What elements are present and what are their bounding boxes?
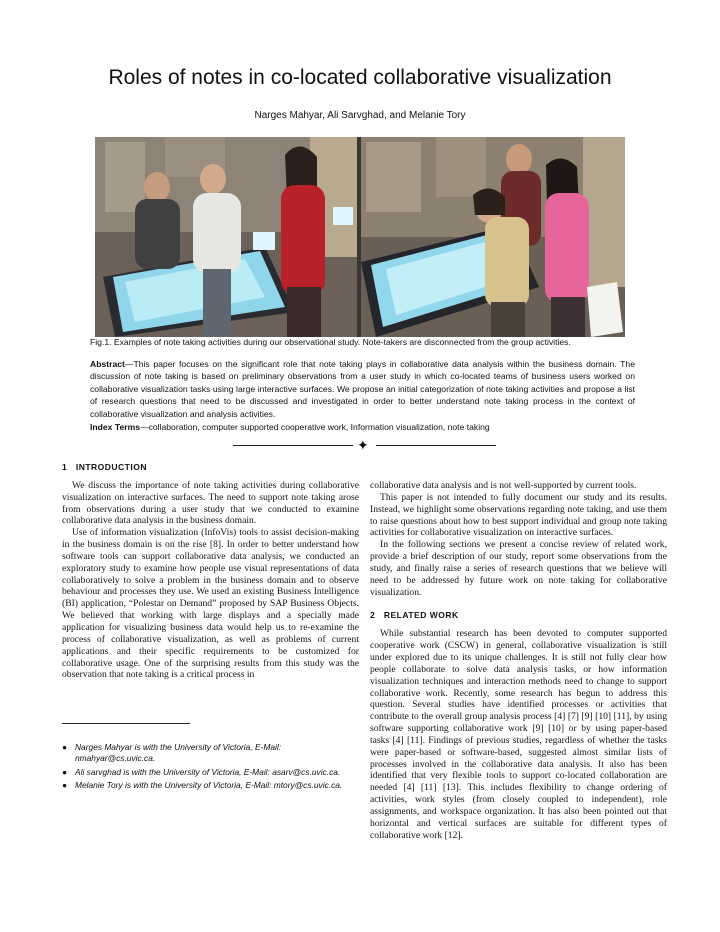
teaser-photo-right-image	[361, 137, 625, 337]
abstract-text: —This paper focuses on the significant role that note taking plays in collaborative data analysis within the business domain. The discussion of note taking is based on preliminary observations from a user study in which co-located teams of business users worked on collaborative visualization tasks using large interactive surfaces. We propose an initial categorization of note taking activities and propose a list of research questions that need to be discussed and investigated in order to better understand note taking process in the context of collaborative visualization and analysis activities.	[90, 359, 635, 419]
related-paragraph-1: While substantial research has been devoted to computer supported cooperative work (CSCW) in general, collaborative visualization is still under explored due to its unique challenges. It is still not fully clear how people collaborate to solve data analysis tasks, or how information visualization techniques and interaction methods need to change to support collaborative work. Recently, some research has begun to address this question. Several studies have identified processes or activities that contribute to the overall group analysis process [4] [7] [9] [10] [11], by using software supporting collaborative work [9] [10] or by using paper-based tasks [4] [11]. Findings of previous studies, regardless of whether the tasks were paper-based or software-based, suggested almost similar lists of processes involved in the collaborative data analysis. It also has been identified that very flexible tools to support co-located collaboration are needed [4] [11] [13]. This includes flexibility to change ordering of activities, work styles (from closely coupled to independent), role assignments, and workspace organization. It has also been pointed out that horizontal and vertical surfaces are suitable for different types of collaborative work [12].	[370, 628, 667, 841]
footnote-text: Narges Mahyar is with the University of Victoria, E-Mail: nmahyar@cs.uvic.ca.	[75, 742, 282, 764]
bullet-icon: ●	[62, 742, 68, 752]
teaser-photo-left	[95, 137, 357, 337]
section-title: RELATED WORK	[383, 610, 459, 621]
paper-title: Roles of notes in co-located collaborative visualization	[108, 66, 612, 89]
footnote-item	[62, 780, 362, 791]
author-list: Narges Mahyar, Ali Sarvghad, and Melanie Tory	[254, 110, 466, 121]
separator-line-right	[376, 445, 496, 446]
section-number: 2	[370, 610, 376, 621]
abstract-label: Abstract	[90, 359, 125, 369]
section-heading-related-work	[370, 610, 667, 622]
left-column	[62, 462, 359, 681]
bullet-icon: ●	[62, 766, 68, 777]
footnote-item	[62, 767, 362, 778]
teaser-figure	[95, 137, 625, 337]
intro-paragraph-4: In the following sections we present a concise review of related work, provide a brief description of our study, report some observations from the study, and finally raise a series of research questions that we believe will need to be addressed by future work on note taking for collaborative visualization.	[370, 539, 667, 598]
footnotes	[62, 742, 362, 793]
index-terms-label: Index Terms	[90, 422, 140, 432]
index-terms	[90, 422, 635, 432]
index-terms-text: —collaboration, computer supported cooperative work, Information visualization, note taking	[140, 422, 490, 432]
footnote-item	[62, 742, 362, 765]
intro-paragraph-1: We discuss the importance of note taking activities during collaborative visualization on interactive surfaces. The need to support note taking arose from observations during a user study that we conducted to examine collaborative data analysis in the business domain.	[62, 479, 359, 527]
teaser-photo-left-image	[95, 137, 357, 337]
abstract	[90, 358, 635, 420]
teaser-photo-right	[361, 137, 625, 337]
section-number: 1	[62, 462, 68, 472]
footnote-text: Melanie Tory is with the University of Victoria, E-Mail: mtory@cs.uvic.ca.	[75, 779, 343, 790]
footnote-rule	[62, 723, 190, 724]
separator-line-left	[233, 445, 353, 446]
right-column	[370, 480, 667, 841]
separator-diamond-icon: ✦	[357, 437, 369, 453]
section-heading-introduction	[62, 462, 359, 474]
figure-caption: Fig.1. Examples of note taking activities during our observational study. Note-takers are disconnected from the group activities.	[90, 337, 571, 347]
footnote-text: Ali sarvghad is with the University of Victoria, E-Mail: asarv@cs.uvic.ca.	[75, 766, 341, 777]
bullet-icon: ●	[62, 779, 68, 790]
section-title: INTRODUCTION	[75, 462, 147, 472]
intro-paragraph-3: This paper is not intended to fully document our study and its results. Instead, we highlight some observations regarding note taking, and use them to raise questions about how to best support individual and group note taking activities for collaborative visualization on interactive surfaces.	[370, 491, 667, 539]
intro-continuation: collaborative data analysis and is not well-supported by current tools.	[370, 480, 637, 491]
intro-paragraph-2: Use of information visualization (InfoVis) tools to assist decision-making in the business domain is on the rise [8]. In order to better understand how software tools can support collaborative data analysis, we conducted an exploratory study to examine how people use visual representations of data collaboratively to solve a problem in the business domain and to observe behaviour and processes they use. We used an existing Business Intelligence (BI) application, “Polestar on Demand” proposed by SAP Business Objects. We believed that working with large displays and a specially made application for visualizing business data would help us to re-examine the process of collaborative visualization, as well as problems of current applications and their specific requirements to be customized for collaborative usage. One of the surprising results from this study was the observation that note taking is a critical process in	[62, 527, 359, 681]
